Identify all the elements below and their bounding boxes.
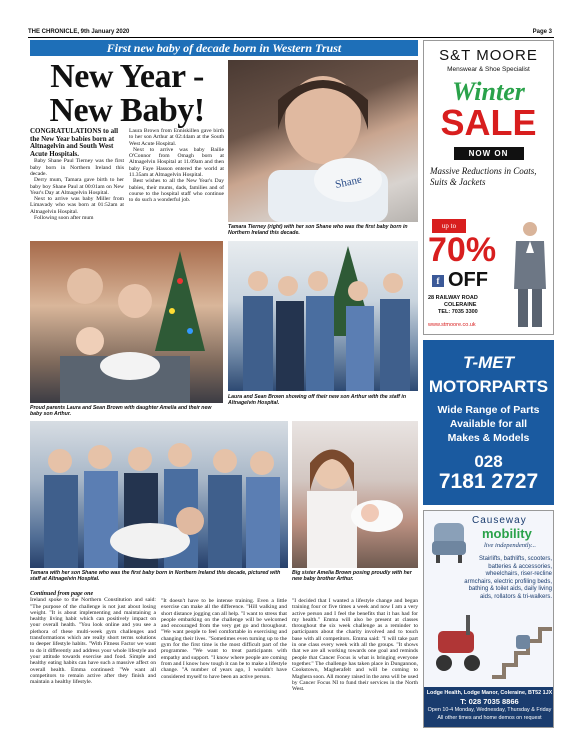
suit-model-icon — [510, 219, 550, 329]
photo-amelia-and-arthur — [292, 421, 418, 568]
ad-brand: S&T MOORE — [439, 47, 538, 64]
photo-illustration — [228, 241, 418, 391]
story-paragraph: Next to arrive was baby Bailie O'Connor from Omagh born at Altnagelvin Hospital at 11.09am and then baby Faye Hasson entered the world at 11.35am at Altnagelvin Hospital. — [129, 146, 224, 179]
ad-website-link[interactable]: www.stmoore.co.uk — [428, 322, 476, 328]
ad-description — [424, 403, 553, 445]
ad-address-line-1: 28 RAILWAY ROAD — [428, 295, 478, 301]
ad-brand: T-MET — [463, 353, 514, 372]
photo-illustration — [30, 241, 223, 403]
continued-label: Continued from page one — [30, 591, 94, 597]
ad-address: Lodge Health, Lodge Manor, Coleraine, BT52 1JX — [426, 690, 553, 696]
ad-brand-2: mobility — [482, 526, 532, 541]
ad-up-to-badge: up to — [432, 219, 466, 233]
photo-illustration — [30, 421, 288, 568]
caption-2: Proud parents Laura and Sean Brown with daughter Amelia and their new baby son Arthur. — [30, 405, 212, 417]
photo-proud-parents — [30, 241, 223, 403]
ad-phone-prefix: 028 — [474, 452, 503, 471]
ad-off: OFF — [448, 269, 488, 291]
ad-contact-block — [424, 687, 554, 728]
ad-telephone: T: 028 7035 8866 — [460, 697, 519, 707]
headline-line-2: New Baby! — [49, 92, 205, 129]
ad-tmet[interactable] — [423, 340, 554, 505]
story-paragraph: Next to arrive was baby Miller from Limavady who was born at 01:52am at Altnagelvin Hospital. — [30, 196, 124, 215]
story-paragraph: Best wishes to all the New Year's Day babies, their mums, dads, families and of course to the hospital staff who continue to do such a wonderful job. — [129, 178, 224, 204]
headline-line-1: New Year - — [50, 58, 204, 95]
mobility-scooter-icon — [428, 611, 488, 681]
story-paragraph: Baby Shane Paul Tierney was the first baby born in Northern Ireland this decade. — [30, 158, 124, 177]
ad-slogan: live independently... — [484, 542, 536, 549]
masthead-rule — [28, 37, 554, 38]
ad-address-line-2: COLERAINE — [444, 302, 477, 308]
ad-causeway-mobility[interactable] — [423, 510, 554, 728]
ad-body: Stairlifts, bathlifts, scooters, batteries & accessories, wheelchairs, riser-recline armchairs, electric profiling beds, bathing & toilet aids, daily living aids, rollators & tri-walkers. — [464, 556, 552, 600]
masthead-date: THE CHRONICLE, 9th January 2020 — [28, 29, 130, 35]
continued-text: "I decided that I wanted a lifestyle change and began training four or five times a week and now I am a very active person and I feel the benefits that it has had for my health." Emma will also be present at classes throughout the six week challenge as a reminder to participants about the charity involved and to touch base with all competitors. Emma said: "I will take part in one class every week with all the groups. "It shows that we are all working towards one goal and reminds people that Cancer Focus is what is bringing everyone together." The challenge has taken place in Dungannon, Cookstown, Magherafelt and will be coming to Maghera soon. All money raised in the area will be used by Cancer Focus NI to fund their services in the North West. — [292, 598, 418, 693]
ad-phone-number: 7181 2727 — [438, 470, 539, 493]
caption-3: Laura and Sean Brown showing off their new son Arthur with the staff in Altnagelvin Hospital. — [228, 394, 407, 406]
story-column-2 — [129, 128, 224, 204]
ad-description-line: Available for all — [449, 418, 528, 430]
ad-sale: SALE — [440, 102, 537, 143]
ad-hours: Open 10-4 Monday, Wednesday, Thursday & Friday — [427, 707, 552, 714]
ad-subtitle: MOTORPARTS — [428, 377, 549, 396]
headline — [30, 60, 224, 128]
caption-5: Big sister Amelia Brown posing proudly with her new baby brother Arthur. — [292, 570, 412, 582]
story-column-1 — [30, 128, 124, 221]
continued-column-1 — [30, 591, 156, 685]
photo-illustration — [292, 421, 418, 568]
ad-percent: 70% — [428, 231, 497, 269]
continued-text: "It doesn't have to be intense training. Even a little exercise can make all the difference. "Hill walking and short distance jogging can all help. "I want to stress that people embarking on the challenge will be welcomed and encouraged from the very get go and throughout. "We want people to feel comfortable in exercising and changing their lives. "Sometimes even turning up to the gym for the first time is the most difficult part of the programme. "We want to treat participants with empathy and support. "I know where people are coming from and I know how tough it can be to make a lifestyle change. "A number of years ago, I wouldn't have considered myself to have been an active person. — [161, 598, 287, 680]
story-banner: First new baby of decade born in Western Trust — [30, 40, 418, 56]
continued-text: Ireland spoke to the Northern Constitution and said: "The purpose of the challenge is not just about losing weight. "It is about implementing and maintaining a healthy living habit which can positively impact on your overall health. "You look online and you see a plethora of these multi-week gym challenges and transformations which are really short terms solutions to deeper lifestyle habits. "With Fitness Factor we want to do it differently and address your whole lifestyle and your attitude towards exercise and food. Simple and healthy eating habits can have such a massive affect on overall health. Emma continued: "We want all competitors to remain active after they finish and maintain a healthy lifestyle. — [30, 597, 156, 686]
facebook-icon[interactable]: f — [432, 275, 444, 287]
photo-illustration — [228, 60, 418, 222]
ad-hours: All other times and home demos on request — [437, 714, 542, 721]
ad-tagline: Menswear & Shoe Specialist — [447, 66, 530, 73]
ad-description-line: Makes & Models — [447, 432, 530, 444]
ad-address — [428, 295, 478, 316]
story-paragraph: Following soon after mum — [34, 215, 94, 222]
story-lead: CONGRATULATIONS to all the New Year babies born at Altnagelvin and South West Acute Hospitals. — [30, 127, 119, 158]
ad-description-line: Wide Range of Parts — [437, 404, 540, 416]
caption-1: Tamara Tierney (right) with her son Shane who was the first baby born in Northern Ireland this decade. — [228, 224, 408, 236]
photo-tamara-with-staff — [30, 421, 288, 568]
ad-telephone: TEL: 7035 3300 — [438, 309, 478, 315]
continued-column-2 — [161, 598, 287, 680]
photo-tamara-and-shane — [228, 60, 418, 222]
photo-staff-altnagelvin — [228, 241, 418, 391]
ad-st-moore[interactable] — [423, 40, 554, 335]
svg-text:Shane: Shane — [334, 173, 363, 191]
ad-brand-1: Causeway — [472, 515, 527, 526]
story-paragraph: Derry mum, Tamara gave birth to her baby boy Shane Paul at 00:01am on New Year's Day at Altnagelvin Hospital. — [30, 177, 124, 196]
ad-winter: Winter — [452, 77, 525, 106]
ad-reductions: Massive Reductions in Coats, Suits & Jackets — [430, 166, 537, 187]
caption-4: Tamara with her son Shane who was the first baby born in Northern Ireland this decade, pictured with staff at Altnagelvin Hospital. — [30, 570, 281, 582]
continued-column-3 — [292, 598, 418, 692]
stairlift-icon — [492, 611, 552, 681]
ad-now-on: NOW ON — [454, 147, 524, 160]
story-paragraph: Laura Brown from Enniskillen gave birth to her son Arthur at 02:44am at the South West Acute Hospital. — [129, 128, 224, 147]
page-number: Page 3 — [532, 29, 552, 35]
